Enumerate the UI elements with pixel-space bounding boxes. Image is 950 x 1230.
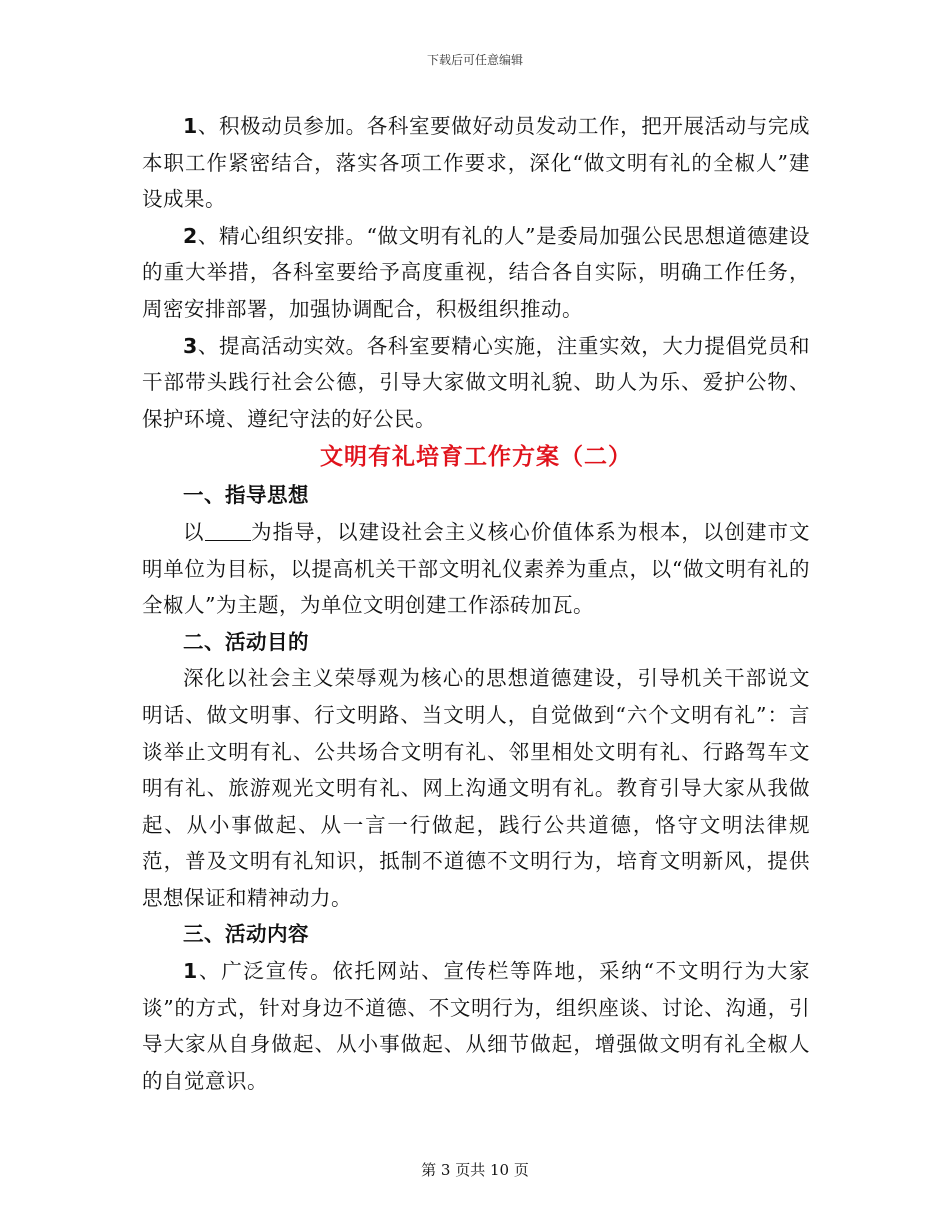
list-item <box>142 108 810 218</box>
page-footer: 第 3 页共 10 页 <box>421 1161 529 1179</box>
section-heading-guide: 一、指导思想 <box>183 483 309 508</box>
item-text: 、广泛宣传。依托网站、宣传栏等阵地，采纳“不文明行为大家谈”的方式，针对身边不道德、不文明行为，组织座谈、讨论、沟通，引导大家从自身做起、从小事做起、从细节做起，增强做文明有礼全椒人的自觉意识。 <box>142 959 810 1093</box>
item-number: 1 <box>183 959 198 984</box>
purpose-paragraph: 深化以社会主义荣辱观为核心的思想道德建设，引导机关干部说文明话、做文明事、行文明路、当文明人，自觉做到“六个文明有礼”：言谈举止文明有礼、公共场合文明有礼、邻里相处文明有礼、行路驾车文明有礼、旅游观光文明有礼、网上沟通文明有礼。教育引导大家从我做起、从小事做起、从一言一行做起，践行公共道德，恪守文明法律规范，普及文明有礼知识，抵制不道德不文明行为，培育文明新风，提供思想保证和精神动力。 <box>142 666 810 910</box>
item-number: 1 <box>183 114 198 138</box>
section-heading-purpose: 二、活动目的 <box>183 629 309 654</box>
blank-underline <box>205 519 251 541</box>
list-item <box>142 328 810 438</box>
page-header: 下载后可任意编辑 <box>426 53 523 67</box>
item-number: 3 <box>183 333 198 358</box>
document-body <box>142 108 810 1099</box>
guide-prefix: 以 <box>183 519 205 544</box>
guide-paragraph <box>142 514 810 624</box>
item-text: 、精心组织安排。“做文明有礼的人”是委局加强公民思想道德建设的重大举措，各科室要给予高度重视，结合各自实际，明确工作任务，周密安排部署，加强协调配合，积极组织推动。 <box>142 223 810 321</box>
item-text: 、积极动员参加。各科室要做好动员发动工作，把开展活动与完成本职工作紧密结合，落实各项工作要求，深化“做文明有礼的全椒人”建设成果。 <box>142 114 810 212</box>
item-text: 、提高活动实效。各科室要精心实施，注重实效，大力提倡党员和干部带头践行社会公德，引导大家做文明礼貌、助人为乐、爱护公物、保护环境、遵纪守法的好公民。 <box>142 333 810 431</box>
guide-text: 为指导，以建设社会主义核心价值体系为根本，以创建市文明单位为目标，以提高机关干部文明礼仪素养为重点，以“做文明有礼的全椒人”为主题，为单位文明创建工作添砖加瓦。 <box>142 519 811 618</box>
list-item <box>142 953 810 1099</box>
section-heading-content: 三、活动内容 <box>183 922 309 947</box>
list-item <box>142 218 810 328</box>
document-title: 文明有礼培育工作方案（二） <box>320 443 632 471</box>
item-number: 2 <box>183 223 198 248</box>
